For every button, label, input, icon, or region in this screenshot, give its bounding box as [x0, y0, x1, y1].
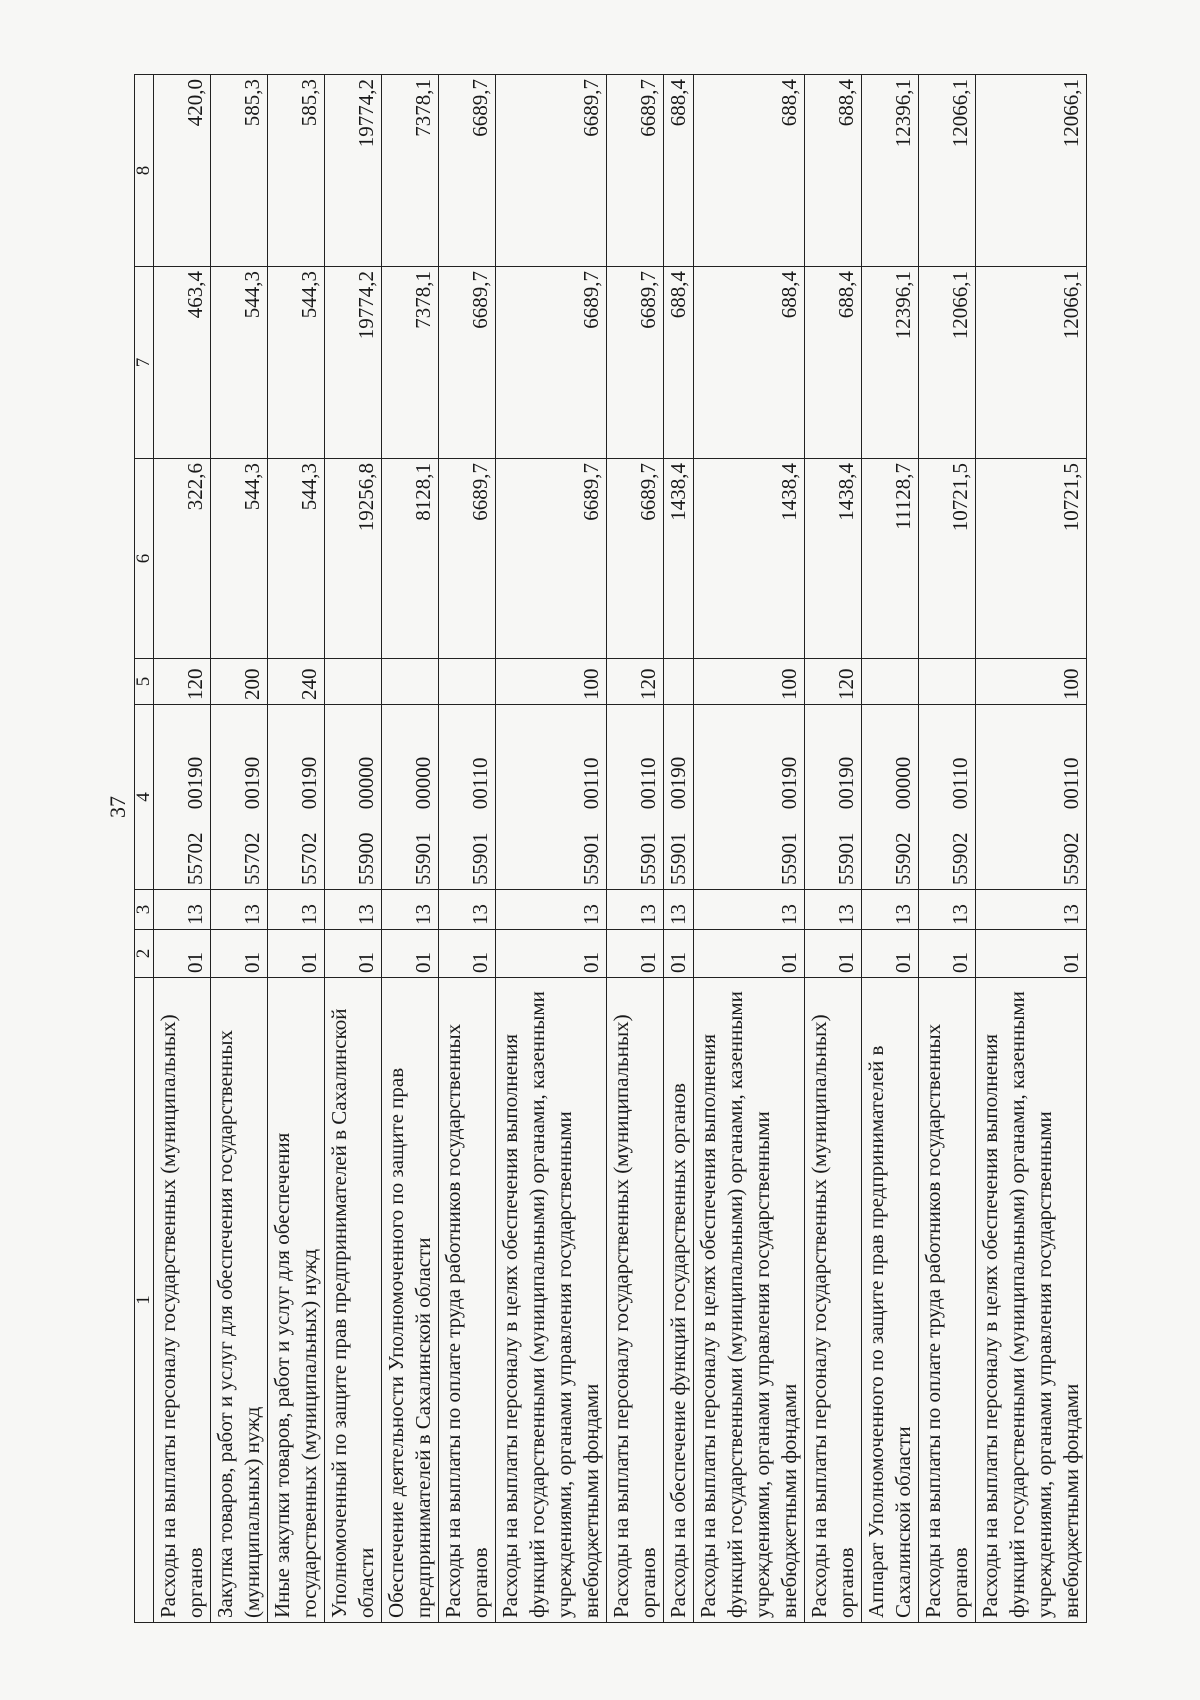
- row-name-cell: Расходы на выплаты персоналу государственных (муниципальных) органов: [154, 978, 211, 1623]
- table-row: [382, 75, 439, 1623]
- row-name-cell: Расходы на выплаты персоналу в целях обеспечения выполнения функций государственными (муниципальными) органами, казенными учреждениями, органами управления государственными внебюджетными фондами: [496, 978, 607, 1623]
- target-article-cell: 55901 00190: [694, 705, 805, 890]
- row-name-cell: Расходы на выплаты персоналу в целях обеспечения выполнения функций государственными (муниципальными) органами, казенными учреждениями, органами управления государственными внебюджетными фондами: [694, 978, 805, 1623]
- amount-col8-cell: 12396,1: [862, 75, 919, 267]
- amount-col7-cell: 19774,2: [325, 267, 382, 459]
- amount-col8-cell: 12066,1: [919, 75, 976, 267]
- amount-col7-cell: 688,4: [805, 267, 862, 459]
- expense-type-cell: 120: [805, 659, 862, 705]
- amount-col7-cell: 688,4: [664, 267, 694, 459]
- target-article-cell: 55702 00190: [268, 705, 325, 890]
- table-row: [805, 75, 862, 1623]
- amount-col7-cell: 463,4: [154, 267, 211, 459]
- amount-col6-cell: 322,6: [154, 459, 211, 659]
- amount-col6-cell: 6689,7: [607, 459, 664, 659]
- subsection-code-cell: 13: [976, 890, 1087, 930]
- subsection-code-cell: 13: [382, 890, 439, 930]
- budget-table: [134, 74, 1087, 1623]
- target-article-cell: 55901 00000: [382, 705, 439, 890]
- section-code-cell: 01: [976, 930, 1087, 978]
- row-name-cell: Обеспечение деятельности Уполномоченного по защите прав предпринимателей в Сахалинской области: [382, 978, 439, 1623]
- table-body: [154, 75, 1087, 1623]
- expense-type-cell: [439, 659, 496, 705]
- target-article-cell: 55902 00000: [862, 705, 919, 890]
- section-code-cell: 01: [325, 930, 382, 978]
- amount-col7-cell: 6689,7: [439, 267, 496, 459]
- table-row: [268, 75, 325, 1623]
- target-article-cell: 55901 00110: [439, 705, 496, 890]
- section-code-cell: 01: [496, 930, 607, 978]
- column-header-4: 4: [135, 705, 154, 890]
- table-row: [496, 75, 607, 1623]
- expense-type-cell: 120: [154, 659, 211, 705]
- column-header-2: 2: [135, 930, 154, 978]
- amount-col7-cell: 6689,7: [607, 267, 664, 459]
- table-row: [607, 75, 664, 1623]
- row-name-cell: Иные закупки товаров, работ и услуг для обеспечения государственных (муниципальных) нужд: [268, 978, 325, 1623]
- expense-type-cell: 120: [607, 659, 664, 705]
- section-code-cell: 01: [439, 930, 496, 978]
- section-code-cell: 01: [211, 930, 268, 978]
- section-code-cell: 01: [805, 930, 862, 978]
- amount-col8-cell: 6689,7: [496, 75, 607, 267]
- column-header-8: 8: [135, 75, 154, 267]
- amount-col7-cell: 12396,1: [862, 267, 919, 459]
- target-article-cell: 55901 00190: [664, 705, 694, 890]
- expense-type-cell: 100: [496, 659, 607, 705]
- table-row: [439, 75, 496, 1623]
- amount-col8-cell: 688,4: [694, 75, 805, 267]
- table-header-row: [135, 75, 154, 1623]
- row-name-cell: Аппарат Уполномоченного по защите прав предпринимателей в Сахалинской области: [862, 978, 919, 1623]
- amount-col8-cell: 420,0: [154, 75, 211, 267]
- row-name-cell: Расходы на выплаты персоналу государственных (муниципальных) органов: [607, 978, 664, 1623]
- target-article-cell: 55902 00110: [919, 705, 976, 890]
- page-number: 37: [105, 796, 130, 818]
- amount-col7-cell: 7378,1: [382, 267, 439, 459]
- subsection-code-cell: 13: [664, 890, 694, 930]
- target-article-cell: 55902 00110: [976, 705, 1087, 890]
- amount-col6-cell: 6689,7: [496, 459, 607, 659]
- target-article-cell: 55901 00110: [496, 705, 607, 890]
- row-name-cell: Уполномоченный по защите прав предпринимателей в Сахалинской области: [325, 978, 382, 1623]
- subsection-code-cell: 13: [694, 890, 805, 930]
- subsection-code-cell: 13: [211, 890, 268, 930]
- row-name-cell: Расходы на выплаты по оплате труда работников государственных органов: [439, 978, 496, 1623]
- amount-col7-cell: 6689,7: [496, 267, 607, 459]
- amount-col6-cell: 19256,8: [325, 459, 382, 659]
- table-row: [862, 75, 919, 1623]
- target-article-cell: 55901 00110: [607, 705, 664, 890]
- table-row: [325, 75, 382, 1623]
- subsection-code-cell: 13: [862, 890, 919, 930]
- row-name-cell: Закупка товаров, работ и услуг для обеспечения государственных (муниципальных) нужд: [211, 978, 268, 1623]
- section-code-cell: 01: [268, 930, 325, 978]
- amount-col8-cell: 585,3: [211, 75, 268, 267]
- subsection-code-cell: 13: [325, 890, 382, 930]
- expense-type-cell: 240: [268, 659, 325, 705]
- column-header-1: 1: [135, 978, 154, 1623]
- amount-col6-cell: 1438,4: [664, 459, 694, 659]
- subsection-code-cell: 13: [154, 890, 211, 930]
- amount-col8-cell: 688,4: [664, 75, 694, 267]
- table-row: [664, 75, 694, 1623]
- amount-col7-cell: 12066,1: [976, 267, 1087, 459]
- expense-type-cell: 100: [976, 659, 1087, 705]
- section-code-cell: 01: [919, 930, 976, 978]
- amount-col6-cell: 11128,7: [862, 459, 919, 659]
- subsection-code-cell: 13: [439, 890, 496, 930]
- amount-col8-cell: 688,4: [805, 75, 862, 267]
- amount-col7-cell: 12066,1: [919, 267, 976, 459]
- section-code-cell: 01: [607, 930, 664, 978]
- subsection-code-cell: 13: [805, 890, 862, 930]
- amount-col6-cell: 6689,7: [439, 459, 496, 659]
- expense-type-cell: 200: [211, 659, 268, 705]
- expense-type-cell: 100: [694, 659, 805, 705]
- section-code-cell: 01: [382, 930, 439, 978]
- expense-type-cell: [919, 659, 976, 705]
- subsection-code-cell: 13: [919, 890, 976, 930]
- expense-type-cell: [325, 659, 382, 705]
- row-name-cell: Расходы на обеспечение функций государственных органов: [664, 978, 694, 1623]
- subsection-code-cell: 13: [268, 890, 325, 930]
- amount-col8-cell: 6689,7: [439, 75, 496, 267]
- rotated-table-container: [134, 75, 1169, 1623]
- target-article-cell: 55702 00190: [154, 705, 211, 890]
- column-header-7: 7: [135, 267, 154, 459]
- row-name-cell: Расходы на выплаты по оплате труда работников государственных органов: [919, 978, 976, 1623]
- column-header-6: 6: [135, 459, 154, 659]
- amount-col6-cell: 8128,1: [382, 459, 439, 659]
- section-code-cell: 01: [862, 930, 919, 978]
- table-row: [976, 75, 1087, 1623]
- amount-col6-cell: 1438,4: [694, 459, 805, 659]
- expense-type-cell: [862, 659, 919, 705]
- amount-col6-cell: 1438,4: [805, 459, 862, 659]
- amount-col8-cell: 6689,7: [607, 75, 664, 267]
- table-row: [211, 75, 268, 1623]
- subsection-code-cell: 13: [607, 890, 664, 930]
- amount-col7-cell: 688,4: [694, 267, 805, 459]
- row-name-cell: Расходы на выплаты персоналу государственных (муниципальных) органов: [805, 978, 862, 1623]
- section-code-cell: 01: [154, 930, 211, 978]
- amount-col8-cell: 19774,2: [325, 75, 382, 267]
- table-row: [919, 75, 976, 1623]
- amount-col7-cell: 544,3: [268, 267, 325, 459]
- table-row: [694, 75, 805, 1623]
- target-article-cell: 55900 00000: [325, 705, 382, 890]
- amount-col8-cell: 7378,1: [382, 75, 439, 267]
- target-article-cell: 55702 00190: [211, 705, 268, 890]
- amount-col6-cell: 10721,5: [976, 459, 1087, 659]
- column-header-3: 3: [135, 890, 154, 930]
- amount-col6-cell: 10721,5: [919, 459, 976, 659]
- expense-type-cell: [664, 659, 694, 705]
- amount-col8-cell: 12066,1: [976, 75, 1087, 267]
- amount-col7-cell: 544,3: [211, 267, 268, 459]
- amount-col6-cell: 544,3: [211, 459, 268, 659]
- amount-col8-cell: 585,3: [268, 75, 325, 267]
- expense-type-cell: [382, 659, 439, 705]
- row-name-cell: Расходы на выплаты персоналу в целях обеспечения выполнения функций государственными (муниципальными) органами, казенными учреждениями, органами управления государственными внебюджетными фондами: [976, 978, 1087, 1623]
- section-code-cell: 01: [694, 930, 805, 978]
- section-code-cell: 01: [664, 930, 694, 978]
- column-header-5: 5: [135, 659, 154, 705]
- subsection-code-cell: 13: [496, 890, 607, 930]
- table-row: [154, 75, 211, 1623]
- amount-col6-cell: 544,3: [268, 459, 325, 659]
- target-article-cell: 55901 00190: [805, 705, 862, 890]
